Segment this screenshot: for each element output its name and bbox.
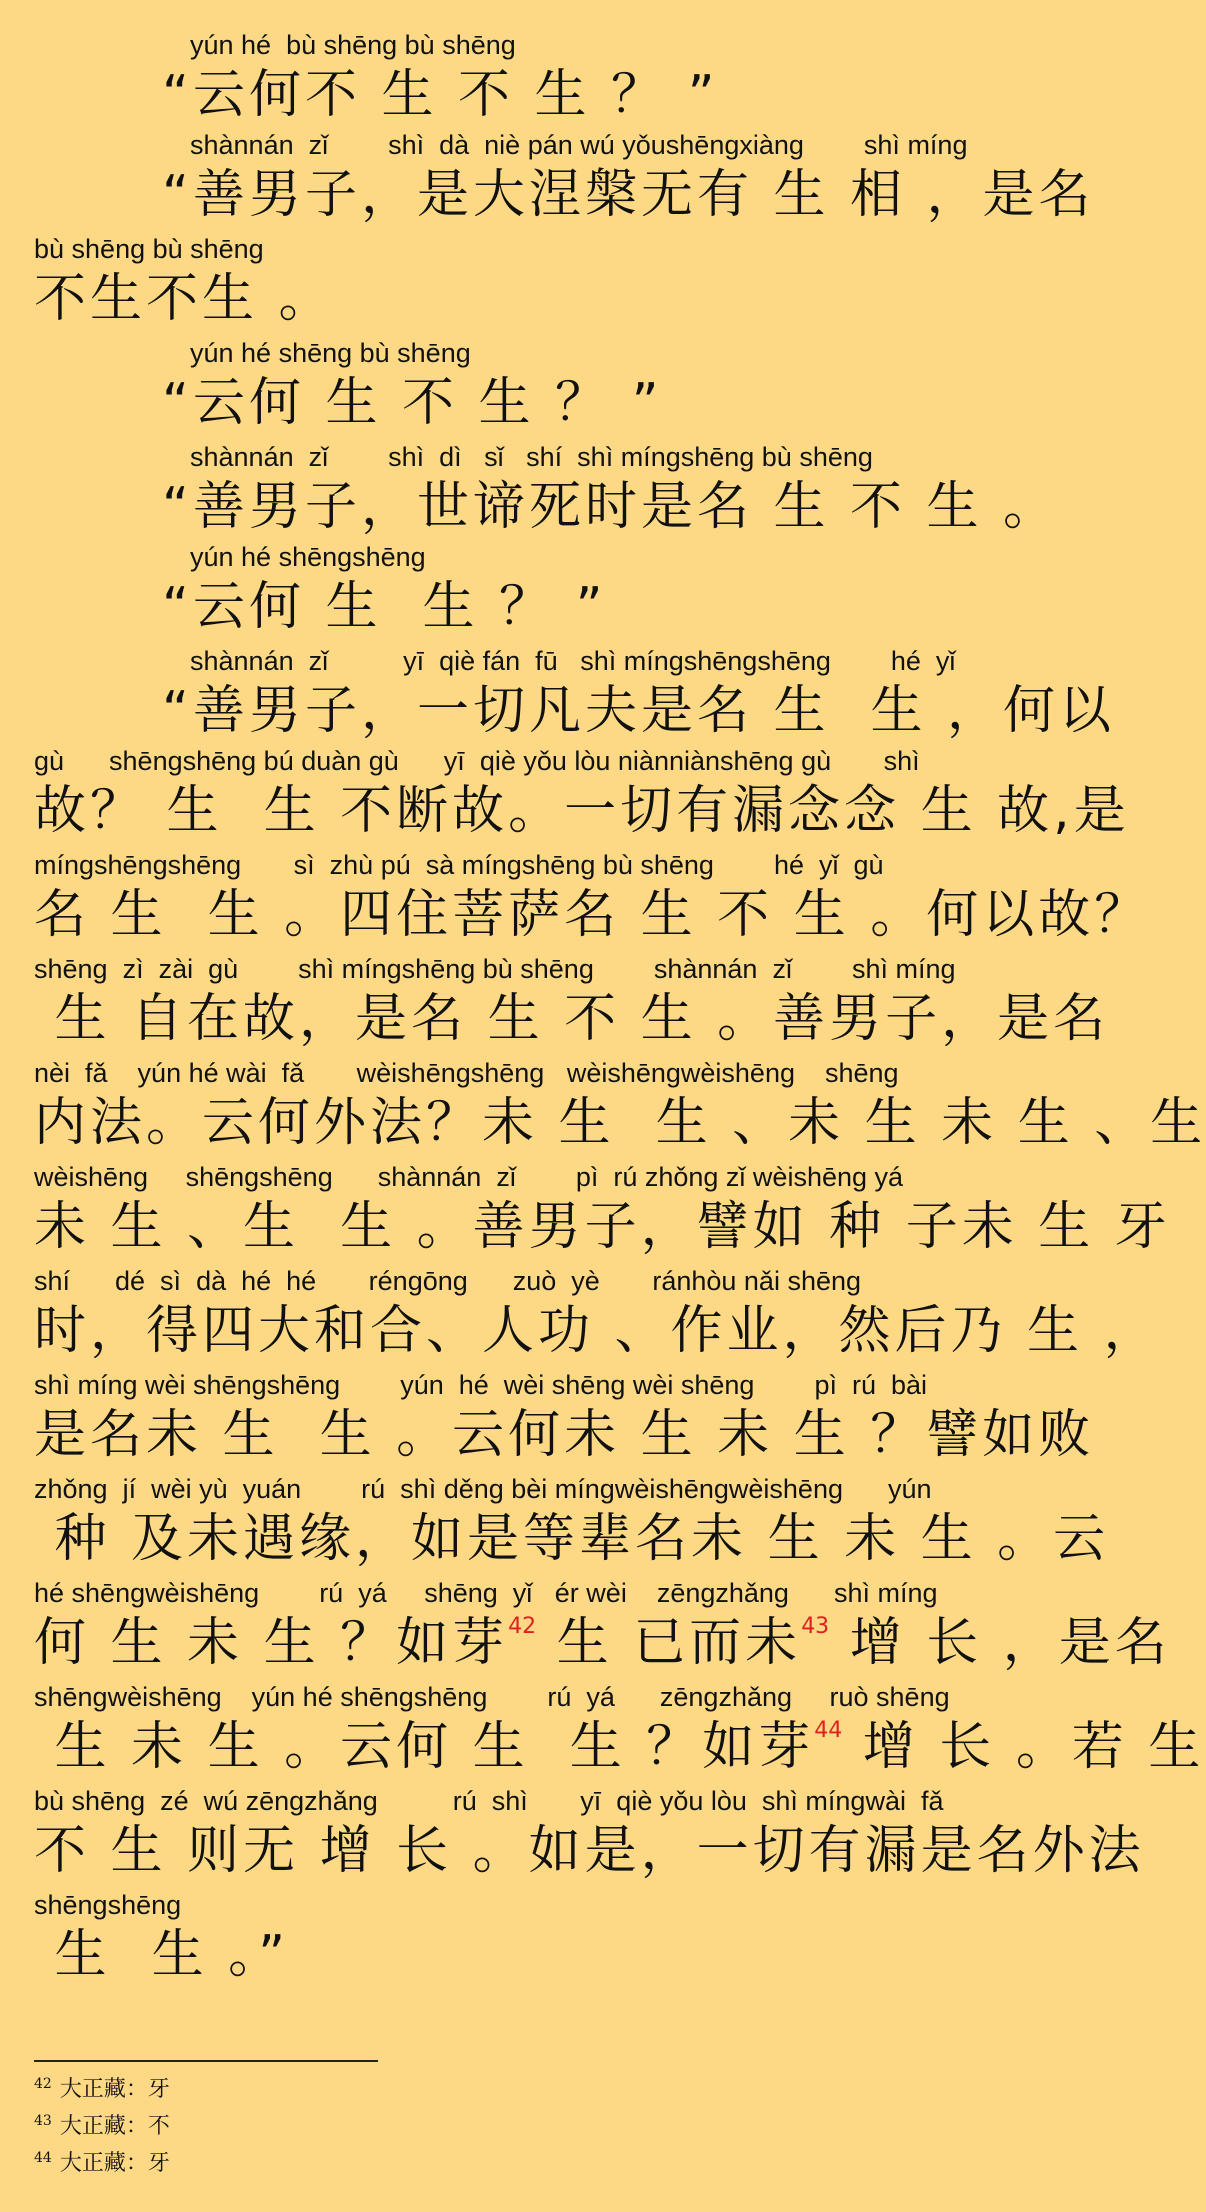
hanzi-segment: 故？ 生 生 不断故。一切有漏念念 生 故,是: [34, 781, 1130, 841]
hanzi-text: [34, 1922, 1080, 1988]
text-line: [0, 128, 1095, 232]
footnote-text: 大正藏：牙: [59, 2151, 170, 2176]
hanzi-segment: 内法。云何外法？未 生 生 、未 生 未 生 、生: [34, 1093, 1206, 1153]
footnote-divider: [34, 2060, 378, 2062]
hanzi-text: [162, 162, 1095, 228]
hanzi-text: [34, 882, 1151, 948]
pinyin-annotation: míngshēngshēng sì zhù pú sà míngshēng bù shēng hé yǐ gù: [34, 850, 884, 880]
text-line: [0, 744, 1130, 848]
hanzi-text: [34, 1818, 1145, 1884]
pinyin-annotation: shì míng wèi shēngshēng yún hé wèi shēng wèi shēng pì rú bài: [34, 1370, 928, 1400]
footnote-number: 43: [34, 2113, 52, 2129]
hanzi-text: [34, 1402, 1095, 1468]
hanzi-text: [34, 1610, 1171, 1676]
text-line: [0, 1680, 1205, 1784]
footnote-text: 大正藏：不: [59, 2114, 170, 2139]
hanzi-text: [162, 474, 1080, 540]
hanzi-segment: 生 自在故，是名 生 不 生 。善男子，是名: [34, 989, 1110, 1049]
hanzi-text: [34, 1194, 1171, 1260]
hanzi-segment: “善男子，世谛死时是名 生 不 生 。: [162, 477, 1060, 537]
text-line: [0, 952, 1110, 1056]
hanzi-segment: 不 生 则无 增 长 。如是，一切有漏是名外法: [34, 1821, 1145, 1881]
hanzi-segment: 生 已而未: [536, 1613, 802, 1673]
hanzi-segment: 生 未 生 。云何 生 生 ？如芽: [34, 1717, 815, 1777]
hanzi-segment: 何 生 未 生 ？如芽: [34, 1613, 509, 1673]
hanzi-text: [34, 266, 1080, 332]
hanzi-text: [162, 574, 1080, 640]
hanzi-segment: 名 生 生 。四住菩萨名 生 不 生 。何以故？: [34, 885, 1151, 945]
pinyin-annotation: nèi fǎ yún hé wài fǎ wèishēngshēng wèishēngwèishēng shēng: [34, 1058, 899, 1088]
hanzi-text: [34, 1506, 1110, 1572]
pinyin-annotation: shànnán zǐ yī qiè fán fū shì míngshēngshēng hé yǐ: [190, 646, 956, 676]
hanzi-segment: 增 长 ，是名: [829, 1613, 1171, 1673]
text-line: [0, 1056, 1206, 1160]
hanzi-segment: 未 生 、生 生 。善男子，譬如 种 子未 生 牙: [34, 1197, 1171, 1257]
hanzi-text: [34, 1090, 1206, 1156]
pinyin-annotation: gù shēngshēng bú duàn gù yī qiè yǒu lòu niànniànshēng gù shì: [34, 746, 920, 776]
hanzi-text: [34, 778, 1130, 844]
text-line: [0, 540, 1080, 644]
text-line: [0, 232, 1080, 336]
text-line: [0, 644, 1116, 748]
hanzi-text: [34, 1714, 1205, 1780]
hanzi-segment: “云何 生 生 ？ ”: [162, 577, 607, 637]
pinyin-annotation: shēng zì zài gù shì míngshēng bù shēng shànnán zǐ shì míng: [34, 954, 956, 984]
text-line: [0, 28, 1080, 132]
pinyin-annotation: shí dé sì dà hé hé réngōng zuò yè ránhòu nǎi shēng: [34, 1266, 862, 1296]
hanzi-segment: 不生不生 。: [34, 269, 335, 329]
pinyin-annotation: shēngwèishēng yún hé shēngshēng rú yá zēngzhǎng ruò shēng: [34, 1682, 950, 1712]
footnote-reference[interactable]: 43: [801, 1614, 830, 1639]
pinyin-annotation: shànnán zǐ shì dì sǐ shí shì míngshēng bù shēng: [190, 442, 873, 472]
pinyin-annotation: wèishēng shēngshēng shànnán zǐ pì rú zhǒng zǐ wèishēng yá: [34, 1162, 904, 1192]
text-line: [0, 848, 1151, 952]
text-line: [0, 336, 1080, 440]
hanzi-segment: “云何不 生 不 生 ？ ”: [162, 65, 719, 125]
hanzi-segment: 是名未 生 生 。云何未 生 未 生 ？譬如败: [34, 1405, 1095, 1465]
footnote-reference[interactable]: 42: [508, 1614, 537, 1639]
pinyin-annotation: shànnán zǐ shì dà niè pán wú yǒushēngxiàng shì míng: [190, 130, 968, 160]
pinyin-annotation: hé shēngwèishēng rú yá shēng yǐ ér wèi zēngzhǎng shì míng: [34, 1578, 938, 1608]
text-line: [0, 1576, 1171, 1680]
text-line: [0, 1472, 1110, 1576]
hanzi-segment: “善男子，一切凡夫是名 生 生 ，何以: [162, 681, 1116, 741]
footnote-item: [34, 2071, 170, 2108]
text-line: [0, 1888, 1080, 1992]
text-line: [0, 1784, 1145, 1888]
hanzi-segment: 生 生 。”: [34, 1925, 290, 1985]
footnote-text: 大正藏：牙: [59, 2077, 170, 2102]
hanzi-segment: 增 长 。若 生: [842, 1717, 1205, 1777]
pinyin-annotation: yún hé shēng bù shēng: [190, 338, 471, 368]
footnote-number: 44: [34, 2150, 52, 2166]
text-line: [0, 1160, 1171, 1264]
footnote-number: 42: [34, 2076, 52, 2092]
footnote-reference[interactable]: 44: [814, 1718, 843, 1743]
pinyin-annotation: zhǒng jí wèi yù yuán rú shì děng bèi míngwèishēngwèishēng yún: [34, 1474, 932, 1504]
text-line: [0, 440, 1080, 544]
hanzi-text: [162, 62, 1080, 128]
pinyin-annotation: shēngshēng: [34, 1890, 182, 1920]
text-line: [0, 1368, 1095, 1472]
text-line: [0, 1264, 1160, 1368]
pinyin-annotation: yún hé bù shēng bù shēng: [190, 30, 516, 60]
footnote-item: [34, 2108, 170, 2145]
hanzi-segment: 时，得四大和合、人功 、作业，然后乃 生 ，: [34, 1301, 1160, 1361]
hanzi-text: [162, 370, 1080, 436]
hanzi-text: [162, 678, 1116, 744]
hanzi-text: [34, 986, 1110, 1052]
pinyin-annotation: bù shēng bù shēng: [34, 234, 264, 264]
hanzi-text: [34, 1298, 1160, 1364]
hanzi-segment: “云何 生 不 生 ？ ”: [162, 373, 663, 433]
hanzi-segment: “善男子，是大涅槃无有 生 相 ，是名: [162, 165, 1095, 225]
hanzi-segment: 种 及未遇缘，如是等辈名未 生 未 生 。云: [34, 1509, 1110, 1569]
pinyin-annotation: bù shēng zé wú zēngzhǎng rú shì yī qiè yǒu lòu shì míngwài fǎ: [34, 1786, 944, 1816]
footnote-item: [34, 2145, 170, 2182]
footnotes: [34, 2071, 170, 2182]
pinyin-annotation: yún hé shēngshēng: [190, 542, 426, 572]
